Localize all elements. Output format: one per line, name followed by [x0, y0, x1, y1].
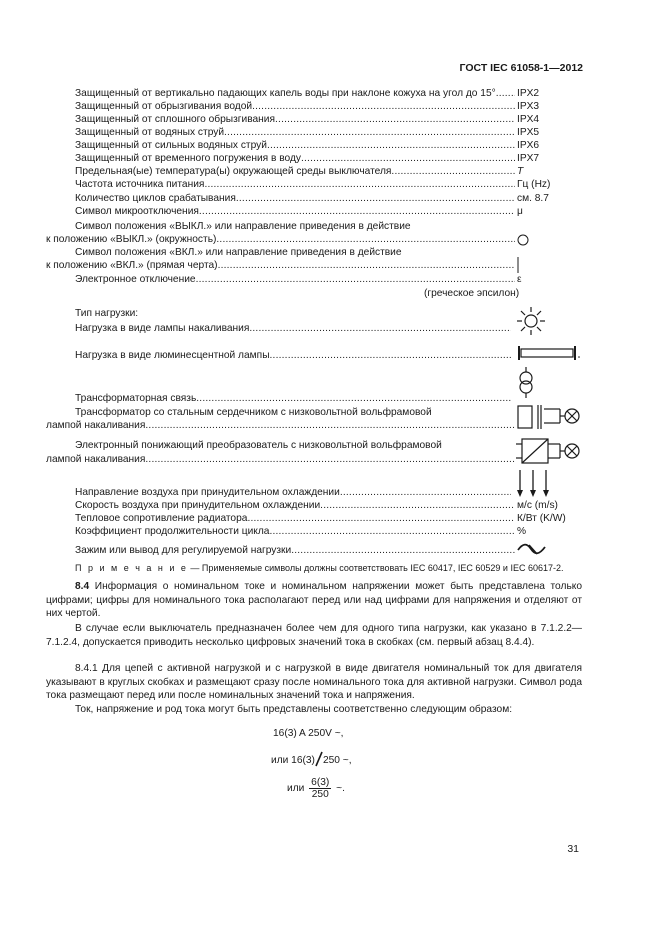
row-label: Защищенный от сплошного обрызгивания — [75, 114, 276, 125]
document-code: ГОСТ IEC 61058-1—2012 — [459, 62, 583, 74]
row-label: к положению «ВКЛ.» (прямая черта) — [46, 260, 218, 271]
row-label: Защищенный от вертикально падающих капель воды при наклоне кожуха на угол до 15° — [75, 88, 496, 99]
list-item — [75, 512, 515, 525]
row-value: IPX7 — [517, 153, 540, 164]
row-value: % — [517, 526, 527, 537]
list-item — [46, 453, 515, 466]
row-label: Трансформаторная связь — [75, 393, 197, 404]
on-position-line1: Символ положения «ВКЛ.» или направление приведения в действие — [75, 247, 402, 258]
electronic-converter-line1: Электронный понижающий преобразователь с низковольтной вольфрамовой — [75, 440, 442, 451]
fraction-denominator: 250 — [311, 789, 329, 800]
off-position-line1: Символ положения «ВЫКЛ.» или направление приведения в действие — [75, 221, 411, 232]
formula-3 — [287, 777, 345, 800]
list-item — [75, 126, 515, 139]
row-value: IPX5 — [517, 127, 540, 138]
row-label: Защищенный от временного погружения в воду — [75, 153, 301, 164]
formula-3-prefix: или — [287, 783, 305, 795]
list-item — [75, 192, 515, 205]
epsilon-note: (греческое эпсилон) — [424, 288, 520, 299]
slash-icon — [315, 752, 323, 766]
list-item — [75, 525, 515, 538]
formula-2-suffix: 250 ~, — [322, 755, 352, 766]
on-line-icon — [516, 257, 520, 273]
list-item — [75, 87, 515, 100]
row-value: см. 8.7 — [517, 193, 549, 204]
row-label: лампой накаливания — [46, 454, 146, 465]
transformer-icon — [516, 367, 536, 399]
row-value: м/с (m/s) — [517, 500, 558, 511]
note — [75, 563, 563, 573]
list-item — [75, 322, 511, 335]
row-label: Защищенный от сильных водяных струй — [75, 140, 267, 151]
steel-core-transformer-lamp-icon — [516, 403, 582, 433]
list-item — [75, 113, 515, 126]
fluorescent-lamp-icon — [517, 346, 581, 362]
row-label: Направление воздуха при принудительном охлаждении — [75, 487, 340, 498]
page-number: 31 — [567, 843, 579, 855]
row-label: Нагрузка в виде люминесцентной лампы — [75, 350, 270, 361]
list-item — [75, 392, 511, 405]
row-label: Нагрузка в виде лампы накаливания — [75, 323, 250, 334]
list-item — [75, 165, 515, 178]
formula-1: 16(3) A 250V ~, — [273, 728, 344, 739]
row-label: Коэффициент продолжительности цикла — [75, 526, 270, 537]
list-item — [75, 486, 511, 499]
note-prefix: П р и м е ч а н и е — [75, 563, 188, 573]
row-label: Частота источника питания — [75, 179, 205, 190]
load-type-title: Тип нагрузки: — [75, 308, 139, 319]
list-item — [75, 152, 515, 165]
steel-core-line1: Трансформатор со стальным сердечником с низковольтной вольфрамовой — [75, 407, 432, 418]
section-number: 8.4 — [75, 581, 90, 592]
off-circle-icon — [517, 234, 529, 246]
formula-2 — [271, 752, 352, 766]
paragraph-text: Информация о номинальном токе и номинальном напряжении может быть представлена только цифрами; цифры для номинального тока располагают перед или над цифрами для напряжения и отделяют от них чертой. — [46, 581, 582, 620]
row-value: IPX2 — [517, 88, 540, 99]
paragraph-8-4-1: 8.4.1 Для цепей с активной нагрузкой и с нагрузкой в виде двигателя номинальный ток для двигателя указывают в круглых скобках и размещают сразу после номинального тока для активной нагрузки. Символ рода тока размещают перед или после номинальных значений тока и напряжения. — [46, 663, 582, 702]
incandescent-lamp-icon — [517, 307, 545, 335]
fraction-numerator: 6(3) — [311, 777, 330, 788]
row-value: IPX4 — [517, 114, 540, 125]
list-item — [75, 100, 515, 113]
formula-2-prefix: или 16(3) — [271, 755, 315, 766]
row-label: Защищенный от обрызгивания водой — [75, 101, 253, 112]
airflow-arrows-icon — [515, 470, 551, 498]
list-item — [75, 178, 515, 191]
fraction — [309, 777, 331, 800]
row-value: ε — [517, 274, 522, 285]
paragraph-multi-load: В случае если выключатель предназначен более чем для одного типа нагрузки, как указано в 7.1.2.2—7.1.2.4, допускается приводить несколько цифровых значений тока в скобках (см. первый абзац 8.4.4). — [46, 623, 582, 648]
row-value: T — [517, 166, 524, 177]
list-item — [46, 259, 515, 272]
row-label: Защищенный от водяных струй — [75, 127, 225, 138]
list-item — [75, 205, 515, 218]
adjustable-load-terminal-icon — [517, 541, 547, 557]
electronic-converter-lamp-icon — [516, 436, 582, 466]
row-label: Тепловое сопротивление радиатора — [75, 513, 248, 524]
note-text: — Применяемые символы должны соответствовать IEC 60417, IEC 60529 и IEC 60617-2. — [187, 563, 564, 573]
row-label: к положению «ВЫКЛ.» (окружность) — [46, 234, 217, 245]
paragraph-representation: Ток, напряжение и род тока могут быть представлены соответственно следующим образом: — [75, 704, 513, 715]
paragraph-8-4 — [46, 580, 582, 621]
row-label: Количество циклов срабатывания — [75, 193, 236, 204]
row-value: IPX3 — [517, 101, 540, 112]
formula-3-suffix: ~. — [336, 783, 345, 795]
list-item — [75, 139, 515, 152]
list-item — [46, 233, 515, 246]
list-item — [75, 349, 511, 362]
row-label: Символ микроотключения — [75, 206, 199, 217]
list-item — [75, 544, 515, 557]
row-label: Электронное отключение — [75, 274, 196, 285]
list-item — [46, 419, 515, 432]
list-item — [75, 499, 515, 512]
row-value: μ — [517, 206, 523, 217]
row-label: Предельная(ые) температура(ы) окружающей среды выключателя — [75, 166, 392, 177]
row-value: К/Вт (K/W) — [517, 513, 566, 524]
list-item — [75, 273, 515, 286]
row-label: лампой накаливания — [46, 420, 146, 431]
row-label: Скорость воздуха при принудительном охлаждении — [75, 500, 321, 511]
row-value: IPX6 — [517, 140, 540, 151]
row-label: Зажим или вывод для регулируемой нагрузки — [75, 545, 292, 556]
row-value: Гц (Hz) — [517, 179, 551, 190]
